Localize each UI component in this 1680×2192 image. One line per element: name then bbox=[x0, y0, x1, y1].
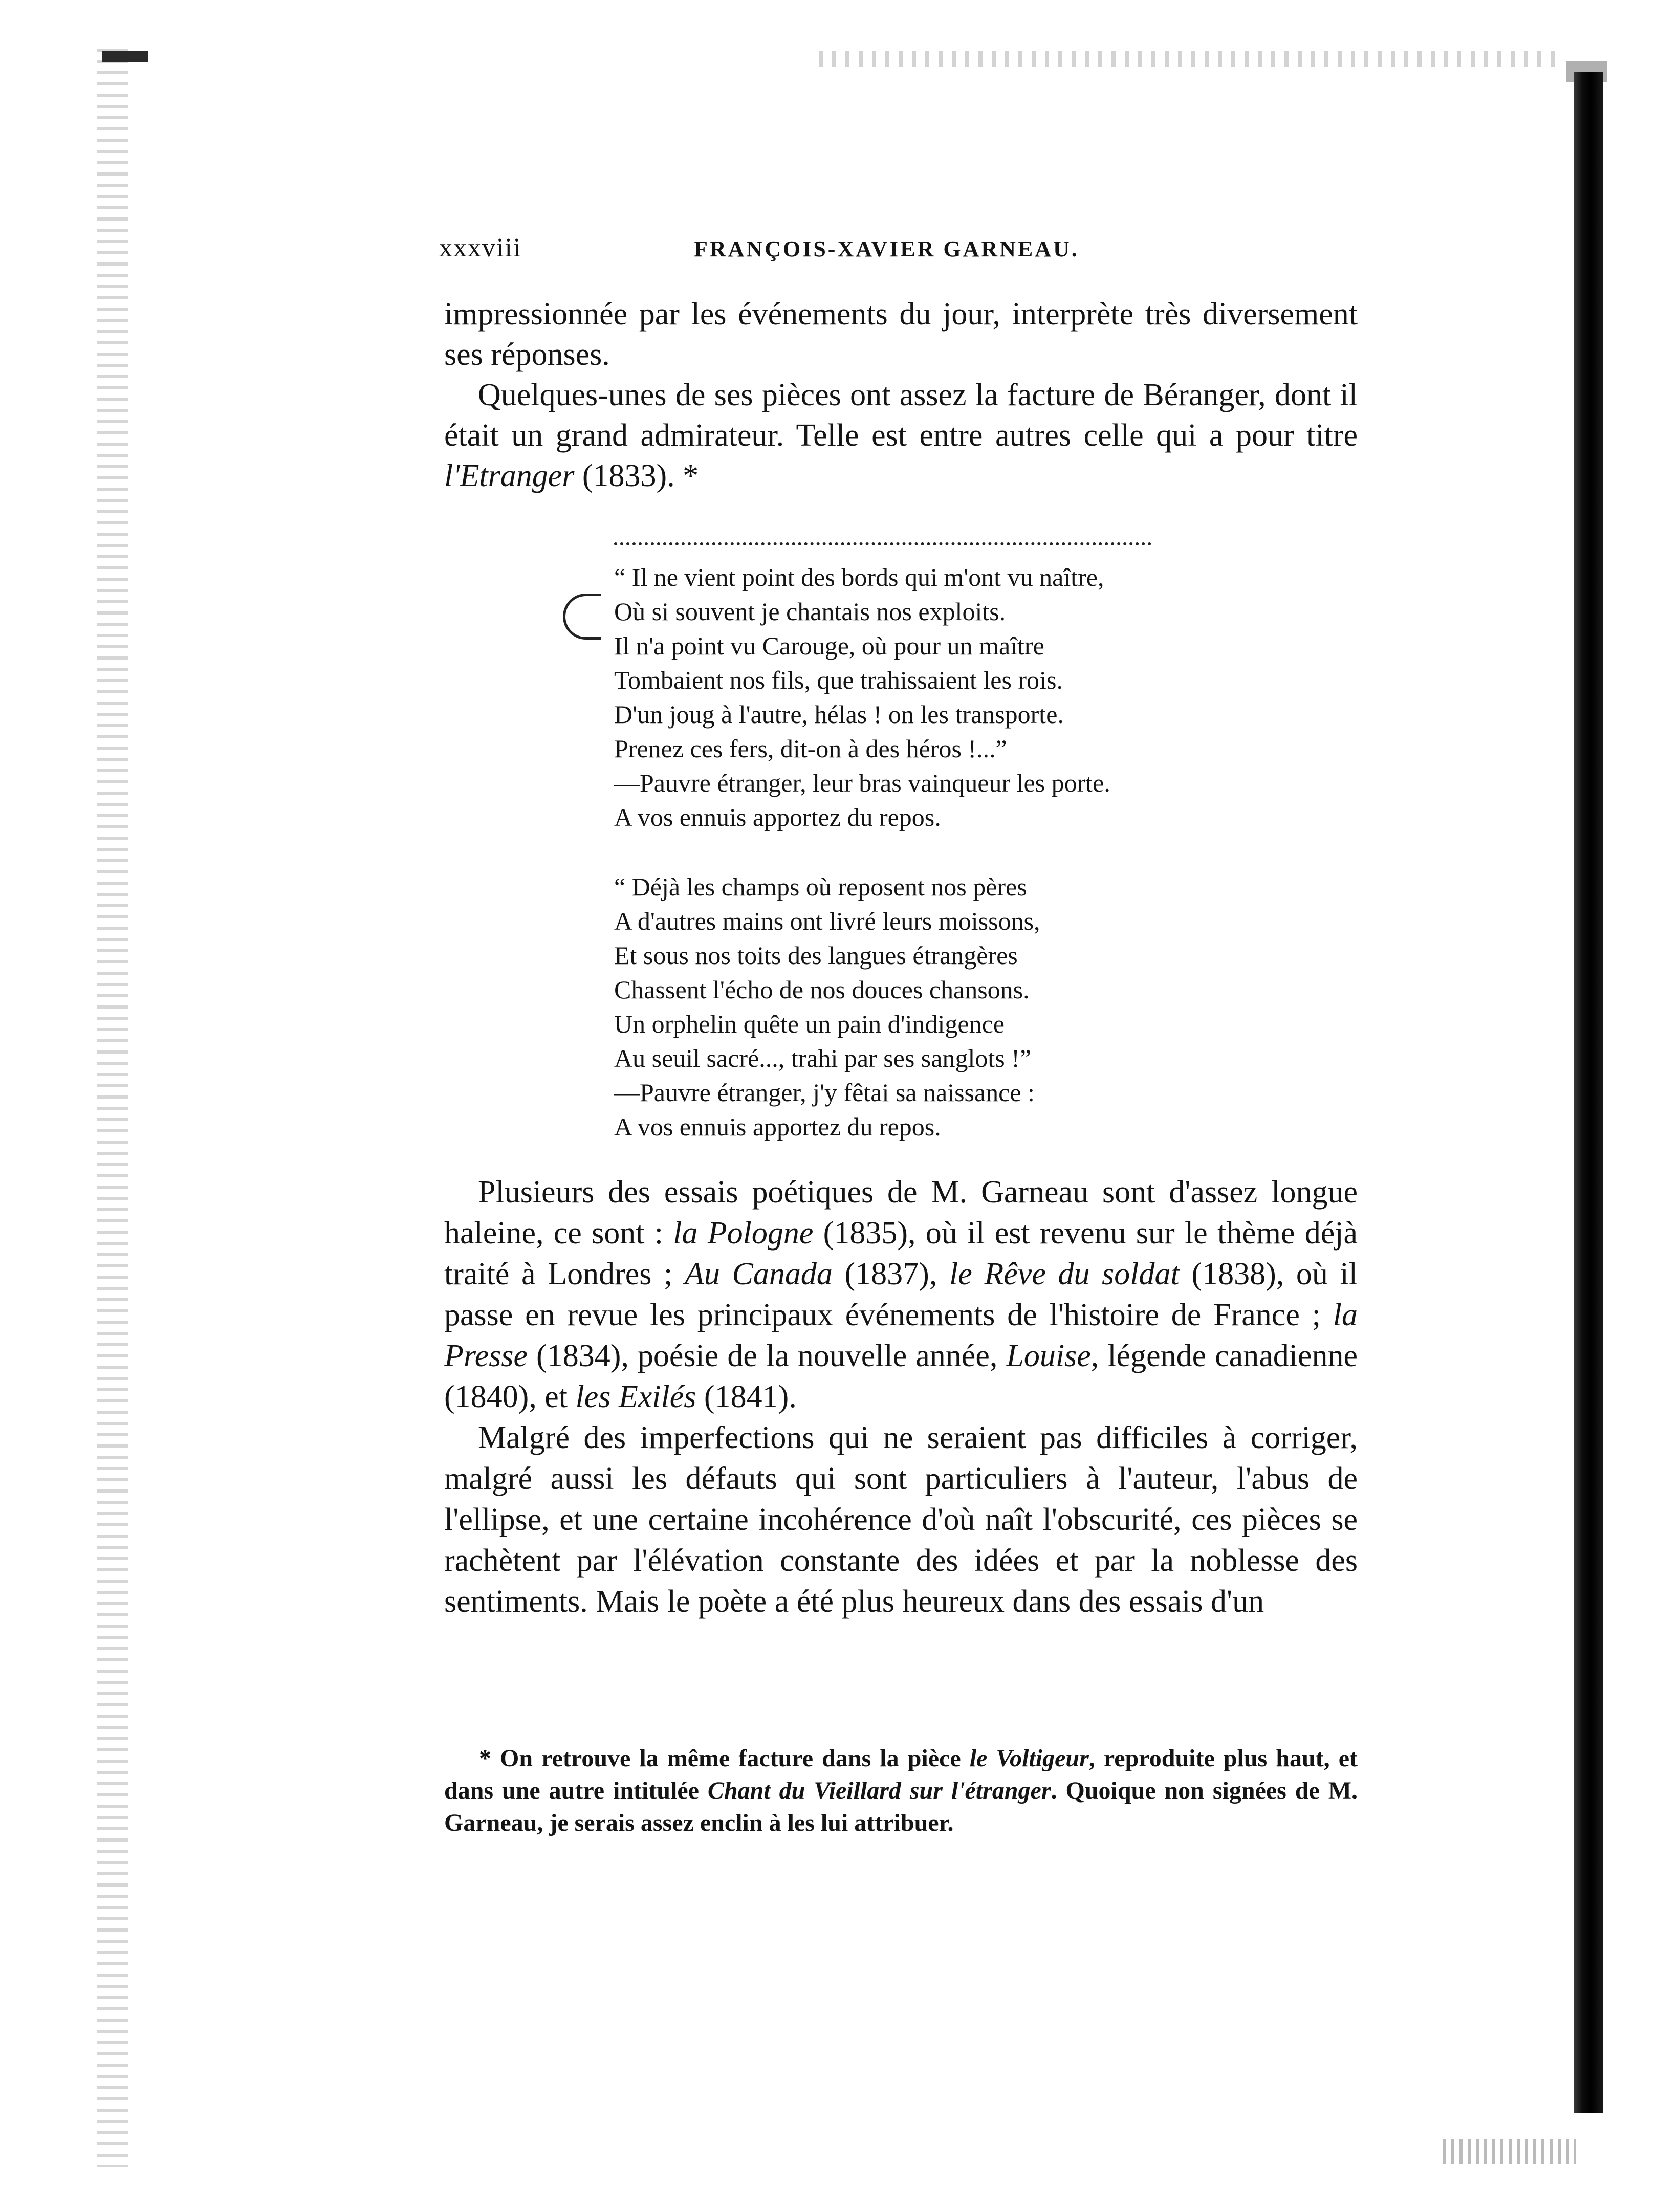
scan-top-noise bbox=[819, 51, 1561, 67]
footnote-text: , reproduite plus haut, et dans une autre intitulée bbox=[444, 1745, 1358, 1804]
paragraph-beranger bbox=[444, 375, 1358, 496]
scan-right-binding-shadow bbox=[1574, 72, 1603, 2113]
work-title: la Presse bbox=[444, 1298, 1358, 1373]
poem-title: l'Etranger bbox=[444, 458, 575, 493]
poem-line: D'un joug à l'autre, hélas ! on les transporte. bbox=[614, 700, 1064, 729]
paragraph-text: , légende canadienne (1840), et bbox=[444, 1339, 1358, 1414]
poem-line: Et sous nos toits des langues étrangères bbox=[614, 941, 1018, 970]
poem-stanza-2 bbox=[614, 870, 1040, 1144]
paragraph-text: Quelques-unes de ses pièces ont assez la facture de Béranger, dont il était un grand admirateur. Telle est entre autres celle qui a pour titre bbox=[444, 378, 1358, 453]
paragraph-text: (1833). * bbox=[574, 458, 699, 493]
running-title: FRANÇOIS-XAVIER GARNEAU. bbox=[694, 236, 1079, 261]
poem-stanza-1 bbox=[614, 560, 1110, 835]
poem-line: Où si souvent je chantais nos exploits. bbox=[614, 597, 1006, 626]
poem-line: —Pauvre étranger, j'y fêtai sa naissance : bbox=[614, 1078, 1035, 1107]
paragraph-text: Plusieurs des essais poétiques de M. Garneau sont d'assez longue haleine, ce sont : bbox=[444, 1175, 1358, 1251]
work-title: le Rêve du soldat bbox=[949, 1257, 1180, 1291]
poem-line: Chassent l'écho de nos douces chansons. bbox=[614, 975, 1030, 1004]
paragraph-text: (1835), où il est revenu sur le thème déjà traité à Londres ; bbox=[444, 1216, 1358, 1291]
footnote-text: * On retrouve la même facture dans la pièce bbox=[479, 1745, 970, 1772]
work-title: la Pologne bbox=[673, 1216, 814, 1251]
page-number: xxxviii bbox=[439, 233, 522, 262]
poem-line: A d'autres mains ont livré leurs moissons, bbox=[614, 907, 1040, 935]
poem-line: Au seuil sacré..., trahi par ses sanglots !” bbox=[614, 1044, 1032, 1072]
paragraph-text: (1834), poésie de la nouvelle année, bbox=[528, 1339, 1007, 1373]
ellipsis-rule bbox=[614, 542, 1151, 545]
poem-line: A vos ennuis apportez du repos. bbox=[614, 803, 941, 831]
body-text-top bbox=[444, 294, 1358, 496]
poem-line: Tombaient nos fils, que trahissaient les rois. bbox=[614, 666, 1063, 694]
work-title: Au Canada bbox=[684, 1257, 833, 1291]
poem-line: “ Il ne vient point des bords qui m'ont vu naître, bbox=[614, 563, 1104, 591]
poem-line: “ Déjà les champs où reposent nos pères bbox=[614, 872, 1027, 901]
work-title: les Exilés bbox=[575, 1379, 696, 1414]
paragraph-text: (1841). bbox=[696, 1379, 797, 1414]
scan-left-edge bbox=[97, 49, 128, 2167]
work-title: Louise bbox=[1006, 1339, 1091, 1373]
body-text-bottom bbox=[444, 1172, 1358, 1622]
paragraph-malgre: Malgré des imperfections qui ne seraient pas difficiles à corriger, malgré aussi les défauts qui sont particuliers à l'auteur, l'abus de l'ellipse, et une certaine incohérence d'où naît l'obscurité, ces pièces se rachètent par l'élévation constante des idées et par la noblesse des sentiments. Mais le poète a été plus heureux dans des essais d'un bbox=[444, 1420, 1358, 1619]
poem-line: A vos ennuis apportez du repos. bbox=[614, 1112, 941, 1141]
poem-line: Il n'a point vu Carouge, où pour un maître bbox=[614, 631, 1044, 660]
poem-line: —Pauvre étranger, leur bras vainqueur les porte. bbox=[614, 769, 1110, 797]
footnote bbox=[444, 1742, 1358, 1839]
footnote-title: Chant du Vieillard sur l'étranger bbox=[707, 1777, 1051, 1804]
footnote-text: . Quoique non signées de M. Garneau, je serais assez enclin à les lui attribuer. bbox=[444, 1777, 1358, 1836]
footnote-title: le Voltigeur bbox=[969, 1745, 1089, 1772]
poem-line: Un orphelin quête un pain d'indigence bbox=[614, 1010, 1005, 1038]
scan-left-edge-mark bbox=[102, 51, 148, 62]
running-head bbox=[439, 233, 1360, 269]
paragraph-text: (1837), bbox=[832, 1257, 949, 1291]
paragraph-essais bbox=[444, 1172, 1358, 1417]
scan-bottom-noise bbox=[1443, 2139, 1576, 2164]
paragraph-continued: impressionnée par les événements du jour, interprète très diversement ses réponses. bbox=[444, 297, 1358, 372]
handwritten-bracket-mark bbox=[563, 594, 601, 640]
poem-line: Prenez ces fers, dit-on à des héros !...” bbox=[614, 734, 1007, 763]
paragraph-text: (1838), où il passe en revue les principaux événements de l'histoire de France ; bbox=[444, 1257, 1358, 1332]
